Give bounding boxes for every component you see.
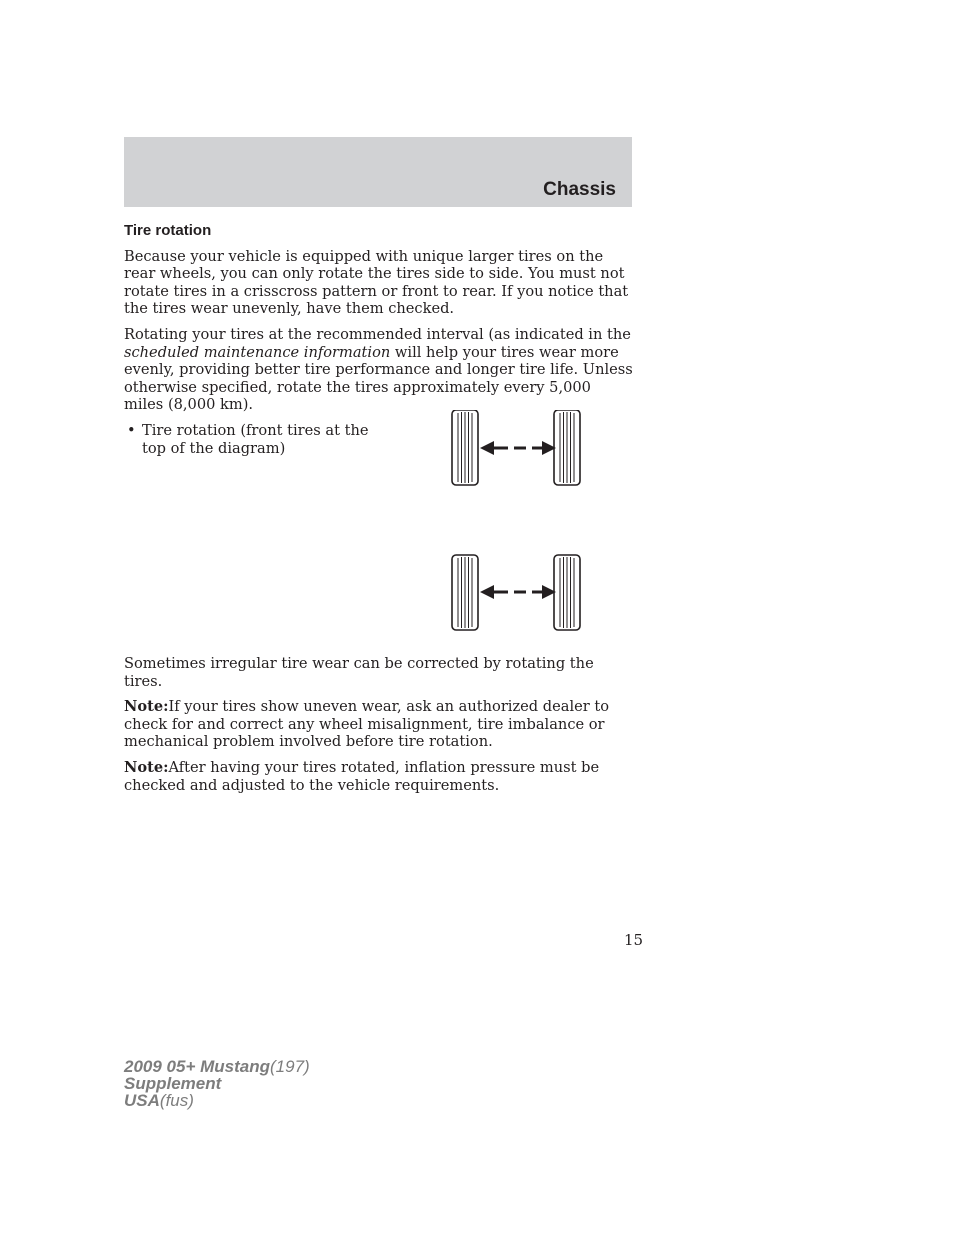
footer-line-1 xyxy=(124,1058,310,1075)
rear-left-tire xyxy=(452,555,478,630)
rear-swap-arrow xyxy=(480,585,556,599)
document-footer xyxy=(124,1058,310,1109)
tire-rotation-diagram xyxy=(448,410,588,635)
paragraph-interval xyxy=(124,326,634,414)
note-uneven-wear-text: If your tires show uneven wear, ask an authorized dealer to check for and correct any wheel misalignment, tire imbalance or mechanical problem involved before tire rotation. xyxy=(124,698,610,751)
bullet-item xyxy=(124,422,382,457)
paragraph-intro: Because your vehicle is equipped with unique larger tires on the rear wheels, you can only rotate the tires side to side. You must not rotate tires in a crisscross pattern or front to rear. If you notice that the tires wear unevenly, have them checked. xyxy=(124,247,629,318)
section-title: Chassis xyxy=(543,179,616,200)
footer-model-code: (197) xyxy=(270,1057,310,1076)
note-inflation-text: After having your tires rotated, inflation pressure must be checked and adjusted to the vehicle requirements. xyxy=(124,758,600,794)
bullet-text: Tire rotation (front tires at the top of the diagram) xyxy=(142,421,369,457)
page-number: 15 xyxy=(624,931,644,949)
footer-market-code: (fus) xyxy=(159,1091,194,1110)
footer-market: USA xyxy=(124,1091,160,1110)
section-header-band xyxy=(124,137,632,207)
footer-supplement: Supplement xyxy=(124,1074,222,1093)
lower-content xyxy=(124,655,634,802)
paragraph-irregular-wear: Sometimes irregular tire wear can be corrected by rotating the tires. xyxy=(124,655,594,690)
front-swap-arrow xyxy=(480,441,556,455)
footer-line-3 xyxy=(124,1092,310,1109)
bullet-dot: • xyxy=(127,421,136,439)
note-inflation xyxy=(124,759,634,794)
front-right-tire xyxy=(554,410,580,485)
paragraph-interval-start: Rotating your tires at the recommended interval (as indicated in the xyxy=(124,325,631,343)
note-uneven-wear xyxy=(124,698,634,751)
paragraph-interval-end: will help your tires wear more evenly, providing better tire performance and longer tire life. Unless otherwise specified, rotate the tires approximately every 5,000 miles (8,000 km). xyxy=(124,343,633,414)
note-label-2: Note: xyxy=(124,758,169,776)
note-label: Note: xyxy=(124,698,169,716)
front-left-tire xyxy=(452,410,478,485)
footer-model: 2009 05+ Mustang xyxy=(124,1057,270,1076)
footer-line-2 xyxy=(124,1075,310,1092)
tire-rotation-heading: Tire rotation xyxy=(124,222,212,239)
rear-right-tire xyxy=(554,555,580,630)
maintenance-reference: scheduled maintenance information xyxy=(124,343,391,361)
